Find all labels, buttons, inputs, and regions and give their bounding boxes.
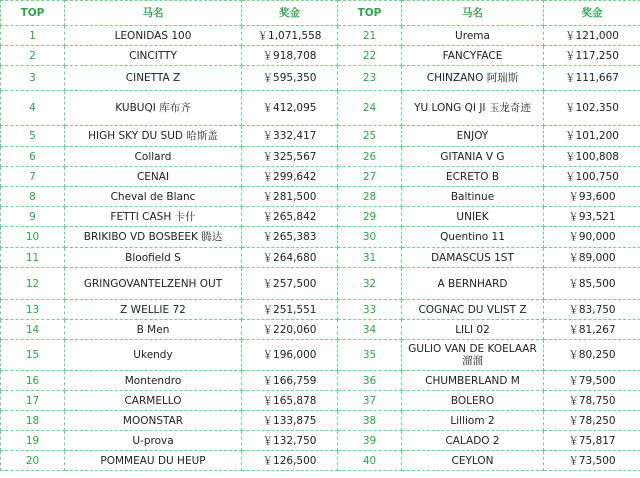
prize-amount: ￥918,708 xyxy=(242,46,338,66)
prize-amount: ￥126,500 xyxy=(242,451,338,471)
rank-number: 39 xyxy=(338,431,402,451)
prize-amount: ￥265,842 xyxy=(242,207,338,227)
horse-name: LILI 02 xyxy=(402,320,544,340)
table-row xyxy=(1,451,640,471)
horse-name: CHUMBERLAND M xyxy=(402,371,544,391)
table-row xyxy=(1,320,640,340)
horse-name: ENJOY xyxy=(402,126,544,147)
horse-name: GITANIA V G xyxy=(402,147,544,167)
horse-name: KUBUQI 库布齐 xyxy=(65,91,242,126)
prize-amount: ￥100,808 xyxy=(544,147,640,167)
horse-name: Baltinue xyxy=(402,187,544,207)
rank-number: 26 xyxy=(338,147,402,167)
prize-amount: ￥117,250 xyxy=(544,46,640,66)
prize-amount: ￥101,200 xyxy=(544,126,640,147)
prize-amount: ￥332,417 xyxy=(242,126,338,147)
rank-number: 34 xyxy=(338,320,402,340)
header-name-right: 马名 xyxy=(402,1,544,26)
prize-amount: ￥166,759 xyxy=(242,371,338,391)
table-row xyxy=(1,300,640,320)
prize-amount: ￥79,500 xyxy=(544,371,640,391)
table-row xyxy=(1,268,640,300)
table-row xyxy=(1,91,640,126)
rank-number: 1 xyxy=(1,26,65,46)
prize-amount: ￥75,817 xyxy=(544,431,640,451)
horse-name: LEONIDAS 100 xyxy=(65,26,242,46)
rank-number: 25 xyxy=(338,126,402,147)
table-row xyxy=(1,391,640,411)
rank-number: 10 xyxy=(1,227,65,248)
horse-name: GRINGOVANTELZENH OUT xyxy=(65,268,242,300)
prize-amount: ￥102,350 xyxy=(544,91,640,126)
prize-amount: ￥78,250 xyxy=(544,411,640,431)
rank-number: 2 xyxy=(1,46,65,66)
prize-amount: ￥81,267 xyxy=(544,320,640,340)
prize-amount: ￥93,521 xyxy=(544,207,640,227)
prize-amount: ￥412,095 xyxy=(242,91,338,126)
rank-number: 33 xyxy=(338,300,402,320)
horse-name: MOONSTAR xyxy=(65,411,242,431)
table-row xyxy=(1,227,640,248)
horse-name: U-prova xyxy=(65,431,242,451)
table-row xyxy=(1,147,640,167)
horse-name: Bloofield S xyxy=(65,248,242,268)
rank-number: 23 xyxy=(338,66,402,91)
horse-name: HIGH SKY DU SUD 哈斯盖 xyxy=(65,126,242,147)
table-row xyxy=(1,207,640,227)
horse-name: COGNAC DU VLIST Z xyxy=(402,300,544,320)
horse-name: CINCITTY xyxy=(65,46,242,66)
rank-number: 35 xyxy=(338,340,402,371)
rank-number: 29 xyxy=(338,207,402,227)
header-prize-left: 奖金 xyxy=(242,1,338,26)
header-top-left: TOP xyxy=(1,1,65,26)
horse-name: CALADO 2 xyxy=(402,431,544,451)
table-row xyxy=(1,371,640,391)
table-row xyxy=(1,126,640,147)
prize-amount: ￥281,500 xyxy=(242,187,338,207)
ranking-body xyxy=(1,26,640,471)
rank-number: 38 xyxy=(338,411,402,431)
rank-number: 19 xyxy=(1,431,65,451)
horse-name: YU LONG QI JI 玉龙奇迹 xyxy=(402,91,544,126)
prize-amount: ￥325,567 xyxy=(242,147,338,167)
horse-name: Lilliom 2 xyxy=(402,411,544,431)
rank-number: 11 xyxy=(1,248,65,268)
rank-number: 15 xyxy=(1,340,65,371)
table-row xyxy=(1,340,640,371)
rank-number: 21 xyxy=(338,26,402,46)
horse-name: Urema xyxy=(402,26,544,46)
table-row xyxy=(1,46,640,66)
prize-amount: ￥78,750 xyxy=(544,391,640,411)
horse-name: CARMELLO xyxy=(65,391,242,411)
rank-number: 20 xyxy=(1,451,65,471)
horse-name: A BERNHARD xyxy=(402,268,544,300)
horse-name: Quentino 11 xyxy=(402,227,544,248)
horse-name: UNIEK xyxy=(402,207,544,227)
prize-amount: ￥121,000 xyxy=(544,26,640,46)
horse-name: BRIKIBO VD BOSBEEK 腾达 xyxy=(65,227,242,248)
rank-number: 7 xyxy=(1,167,65,187)
rank-number: 6 xyxy=(1,147,65,167)
horse-name: GULIO VAN DE KOELAAR 溜溜 xyxy=(402,340,544,371)
rank-number: 28 xyxy=(338,187,402,207)
horse-name: FANCYFACE xyxy=(402,46,544,66)
prize-amount: ￥90,000 xyxy=(544,227,640,248)
horse-name: BOLERO xyxy=(402,391,544,411)
rank-number: 9 xyxy=(1,207,65,227)
rank-number: 4 xyxy=(1,91,65,126)
prize-amount: ￥595,350 xyxy=(242,66,338,91)
prize-amount: ￥133,875 xyxy=(242,411,338,431)
rank-number: 24 xyxy=(338,91,402,126)
rank-number: 12 xyxy=(1,268,65,300)
prize-amount: ￥89,000 xyxy=(544,248,640,268)
rank-number: 32 xyxy=(338,268,402,300)
rank-number: 40 xyxy=(338,451,402,471)
horse-name: Collard xyxy=(65,147,242,167)
rank-number: 3 xyxy=(1,66,65,91)
rank-number: 17 xyxy=(1,391,65,411)
rank-number: 30 xyxy=(338,227,402,248)
prize-amount: ￥265,383 xyxy=(242,227,338,248)
rank-number: 18 xyxy=(1,411,65,431)
table-row xyxy=(1,26,640,46)
rank-number: 31 xyxy=(338,248,402,268)
prize-amount: ￥80,250 xyxy=(544,340,640,371)
table-row xyxy=(1,248,640,268)
horse-name: DAMASCUS 1ST xyxy=(402,248,544,268)
prize-amount: ￥196,000 xyxy=(242,340,338,371)
header-prize-right: 奖金 xyxy=(544,1,640,26)
table-row xyxy=(1,411,640,431)
rank-number: 27 xyxy=(338,167,402,187)
header-top-right: TOP xyxy=(338,1,402,26)
horse-name: CEYLON xyxy=(402,451,544,471)
header-name-left: 马名 xyxy=(65,1,242,26)
horse-name: Z WELLIE 72 xyxy=(65,300,242,320)
table-row xyxy=(1,66,640,91)
horse-name: FETTI CASH 卡什 xyxy=(65,207,242,227)
table-row xyxy=(1,187,640,207)
horse-name: ECRETO B xyxy=(402,167,544,187)
table-row xyxy=(1,167,640,187)
prize-amount: ￥73,500 xyxy=(544,451,640,471)
rank-number: 5 xyxy=(1,126,65,147)
horse-name: B Men xyxy=(65,320,242,340)
horse-name: CHINZANO 阿瑞斯 xyxy=(402,66,544,91)
prize-amount: ￥264,680 xyxy=(242,248,338,268)
prize-amount: ￥220,060 xyxy=(242,320,338,340)
rank-number: 37 xyxy=(338,391,402,411)
prize-amount: ￥257,500 xyxy=(242,268,338,300)
prize-amount: ￥132,750 xyxy=(242,431,338,451)
prize-amount: ￥165,878 xyxy=(242,391,338,411)
horse-name: CENAI xyxy=(65,167,242,187)
horse-name: Montendro xyxy=(65,371,242,391)
rank-number: 14 xyxy=(1,320,65,340)
rank-number: 16 xyxy=(1,371,65,391)
prize-amount: ￥251,551 xyxy=(242,300,338,320)
table-row xyxy=(1,431,640,451)
prize-amount: ￥93,600 xyxy=(544,187,640,207)
horse-name: Cheval de Blanc xyxy=(65,187,242,207)
prize-amount: ￥85,500 xyxy=(544,268,640,300)
header-row xyxy=(1,1,640,26)
rank-number: 8 xyxy=(1,187,65,207)
prize-amount: ￥100,750 xyxy=(544,167,640,187)
prize-amount: ￥83,750 xyxy=(544,300,640,320)
rank-number: 36 xyxy=(338,371,402,391)
horse-name: CINETTA Z xyxy=(65,66,242,91)
prize-amount: ￥299,642 xyxy=(242,167,338,187)
prize-amount: ￥111,667 xyxy=(544,66,640,91)
prize-amount: ￥1,071,558 xyxy=(242,26,338,46)
horse-name: POMMEAU DU HEUP xyxy=(65,451,242,471)
rank-number: 22 xyxy=(338,46,402,66)
horse-name: Ukendy xyxy=(65,340,242,371)
rank-number: 13 xyxy=(1,300,65,320)
